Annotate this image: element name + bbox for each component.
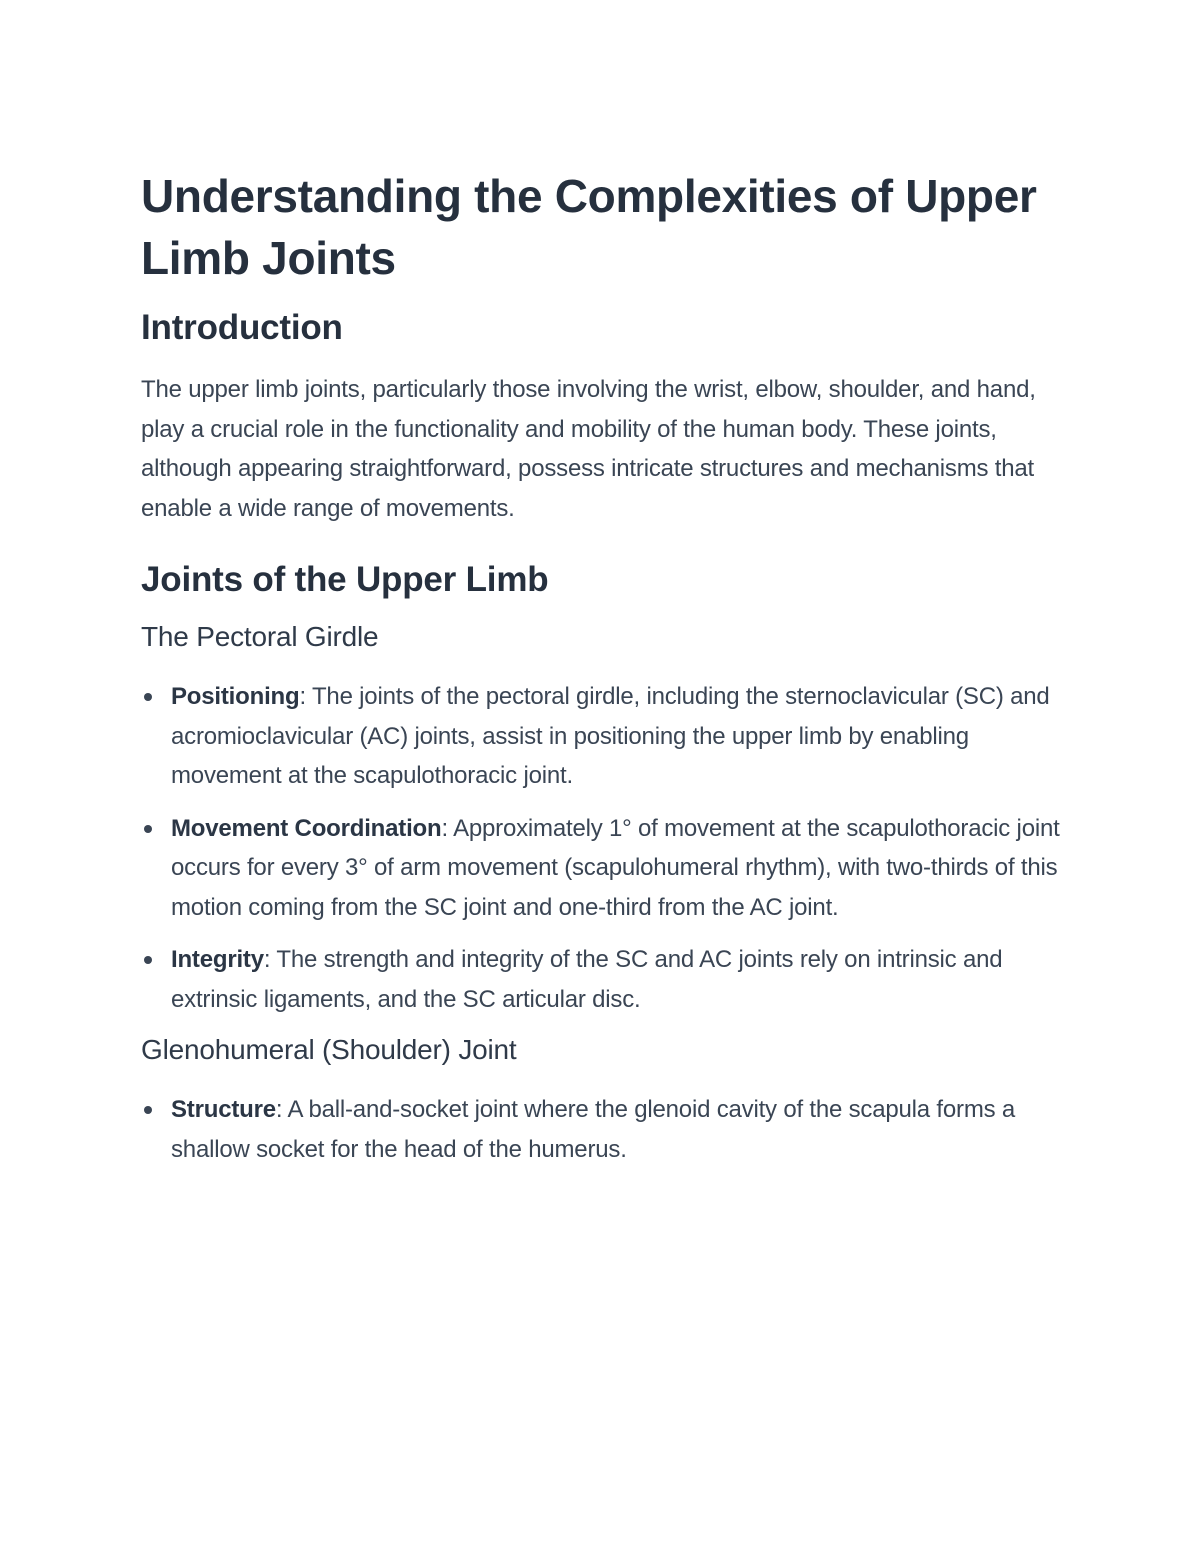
pectoral-girdle-heading: The Pectoral Girdle (141, 621, 379, 652)
glenohumeral-heading: Glenohumeral (Shoulder) Joint (141, 1034, 517, 1065)
bullet-term: Integrity (171, 946, 264, 973)
bullet-text: : The strength and integrity of the SC and AC joints rely on intrinsic and extrinsic ligaments, and the SC articular disc. (171, 946, 1003, 1013)
bullet-term: Movement Coordination (171, 814, 442, 842)
bullet-icon (144, 825, 152, 833)
introduction-heading: Introduction (141, 308, 343, 347)
list-item (141, 940, 1071, 1019)
glenohumeral-list (141, 1090, 1071, 1169)
list-item (141, 809, 1071, 928)
document-page (141, 165, 1071, 1182)
bullet-icon (144, 956, 152, 964)
list-item (141, 677, 1071, 796)
joints-heading: Joints of the Upper Limb (141, 560, 549, 599)
document-title: Understanding the Complexities of Upper Limb Joints (141, 170, 1037, 284)
bullet-term: Structure (171, 1096, 276, 1123)
pectoral-girdle-list (141, 677, 1071, 1019)
bullet-term: Positioning (171, 683, 300, 710)
introduction-paragraph: The upper limb joints, particularly those involving the wrist, elbow, shoulder, and hand, play a crucial role in the functionality and mobility of the human body. These joints, although appearing straightforward, possess intricate structures and mechanisms that enable a wide range of movements. (141, 376, 1036, 522)
bullet-text: : The joints of the pectoral girdle, including the sternoclavicular (SC) and acromioclavicular (AC) joints, assist in positioning the upper limb by enabling movement at the scapulothoracic joint. (171, 683, 1050, 789)
bullet-text: : A ball-and-socket joint where the glenoid cavity of the scapula forms a shallow socket for the head of the humerus. (171, 1096, 1016, 1163)
bullet-icon (144, 693, 152, 701)
list-item (141, 1090, 1071, 1169)
bullet-text: : Approximately 1° of movement at the scapulothoracic joint occurs for every 3° of arm movement (scapulohumeral rhythm), with two-thirds of this motion coming from the SC joint and one-third from the AC joint. (171, 814, 1060, 921)
bullet-icon (144, 1106, 152, 1114)
